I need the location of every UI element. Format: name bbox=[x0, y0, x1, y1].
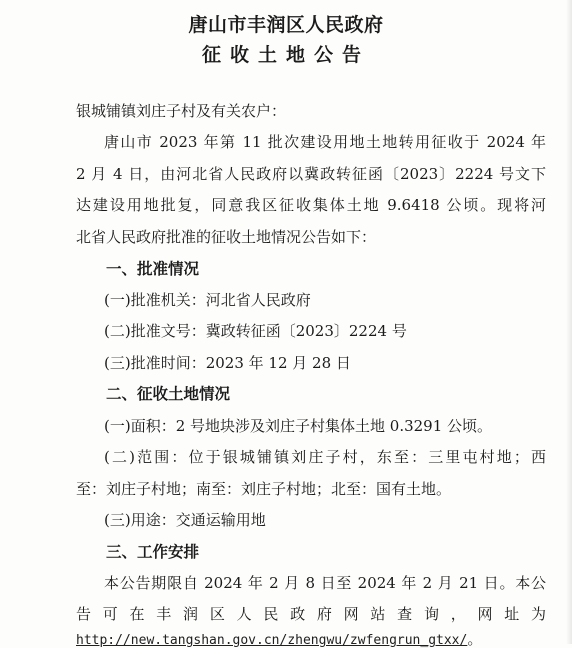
section-heading-land: 二、征收土地情况 bbox=[106, 385, 231, 403]
approval-date: (三)批准时间：2023 年 12 月 28 日 bbox=[104, 354, 351, 372]
intro-line-1: 唐山市 2023 年第 11 批次建设用地土地转用征收于 2024 年 bbox=[104, 133, 546, 151]
website-link[interactable]: http://new.tangshan.gov.cn/zhengwu/zwfengrun_gtxx/ bbox=[76, 633, 468, 648]
salutation: 银城铺镇刘庄子村及有关农户： bbox=[76, 102, 287, 120]
work-line-1: 本公告期限自 2024 年 2 月 8 日至 2024 年 2 月 21 日。本公 bbox=[104, 574, 546, 592]
land-area: (一)面积：2 号地块涉及刘庄子村集体土地 0.3291 公顷。 bbox=[104, 417, 493, 435]
website-line-end: 。 bbox=[467, 630, 483, 648]
intro-line-2: 2 月 4 日，由河北省人民政府以冀政转征函〔2023〕2224 号文下 bbox=[76, 165, 546, 183]
issuer-title: 唐山市丰润区人民政府 bbox=[188, 14, 384, 36]
work-line-2: 告 可 在 丰 润 区 人 民 政 府 网 站 查 询 ， 网 址 为 bbox=[76, 605, 546, 623]
website-line bbox=[76, 630, 546, 648]
document-title: 征收土地公告 bbox=[201, 44, 370, 66]
intro-line-3: 达建设用地批复，同意我区征收集体土地 9.6418 公顷。现将河 bbox=[76, 196, 546, 214]
approval-document-number: (二)批准文号：冀政转征函〔2023〕2224 号 bbox=[104, 322, 407, 340]
section-heading-work: 三、工作安排 bbox=[106, 543, 200, 561]
intro-line-4: 北省人民政府批准的征收土地情况公告如下： bbox=[76, 228, 377, 246]
section-heading-approval: 一、批准情况 bbox=[106, 260, 200, 278]
page-edge-shadow bbox=[566, 0, 572, 644]
land-scope-line-1: (二)范围：位于银城铺镇刘庄子村，东至：三里屯村地；西 bbox=[104, 448, 546, 466]
approval-authority: (一)批准机关：河北省人民政府 bbox=[104, 291, 311, 309]
land-usage: (三)用途：交通运输用地 bbox=[104, 511, 266, 529]
land-scope-line-2: 至：刘庄子村地；南至：刘庄子村地；北至：国有土地。 bbox=[76, 480, 452, 498]
